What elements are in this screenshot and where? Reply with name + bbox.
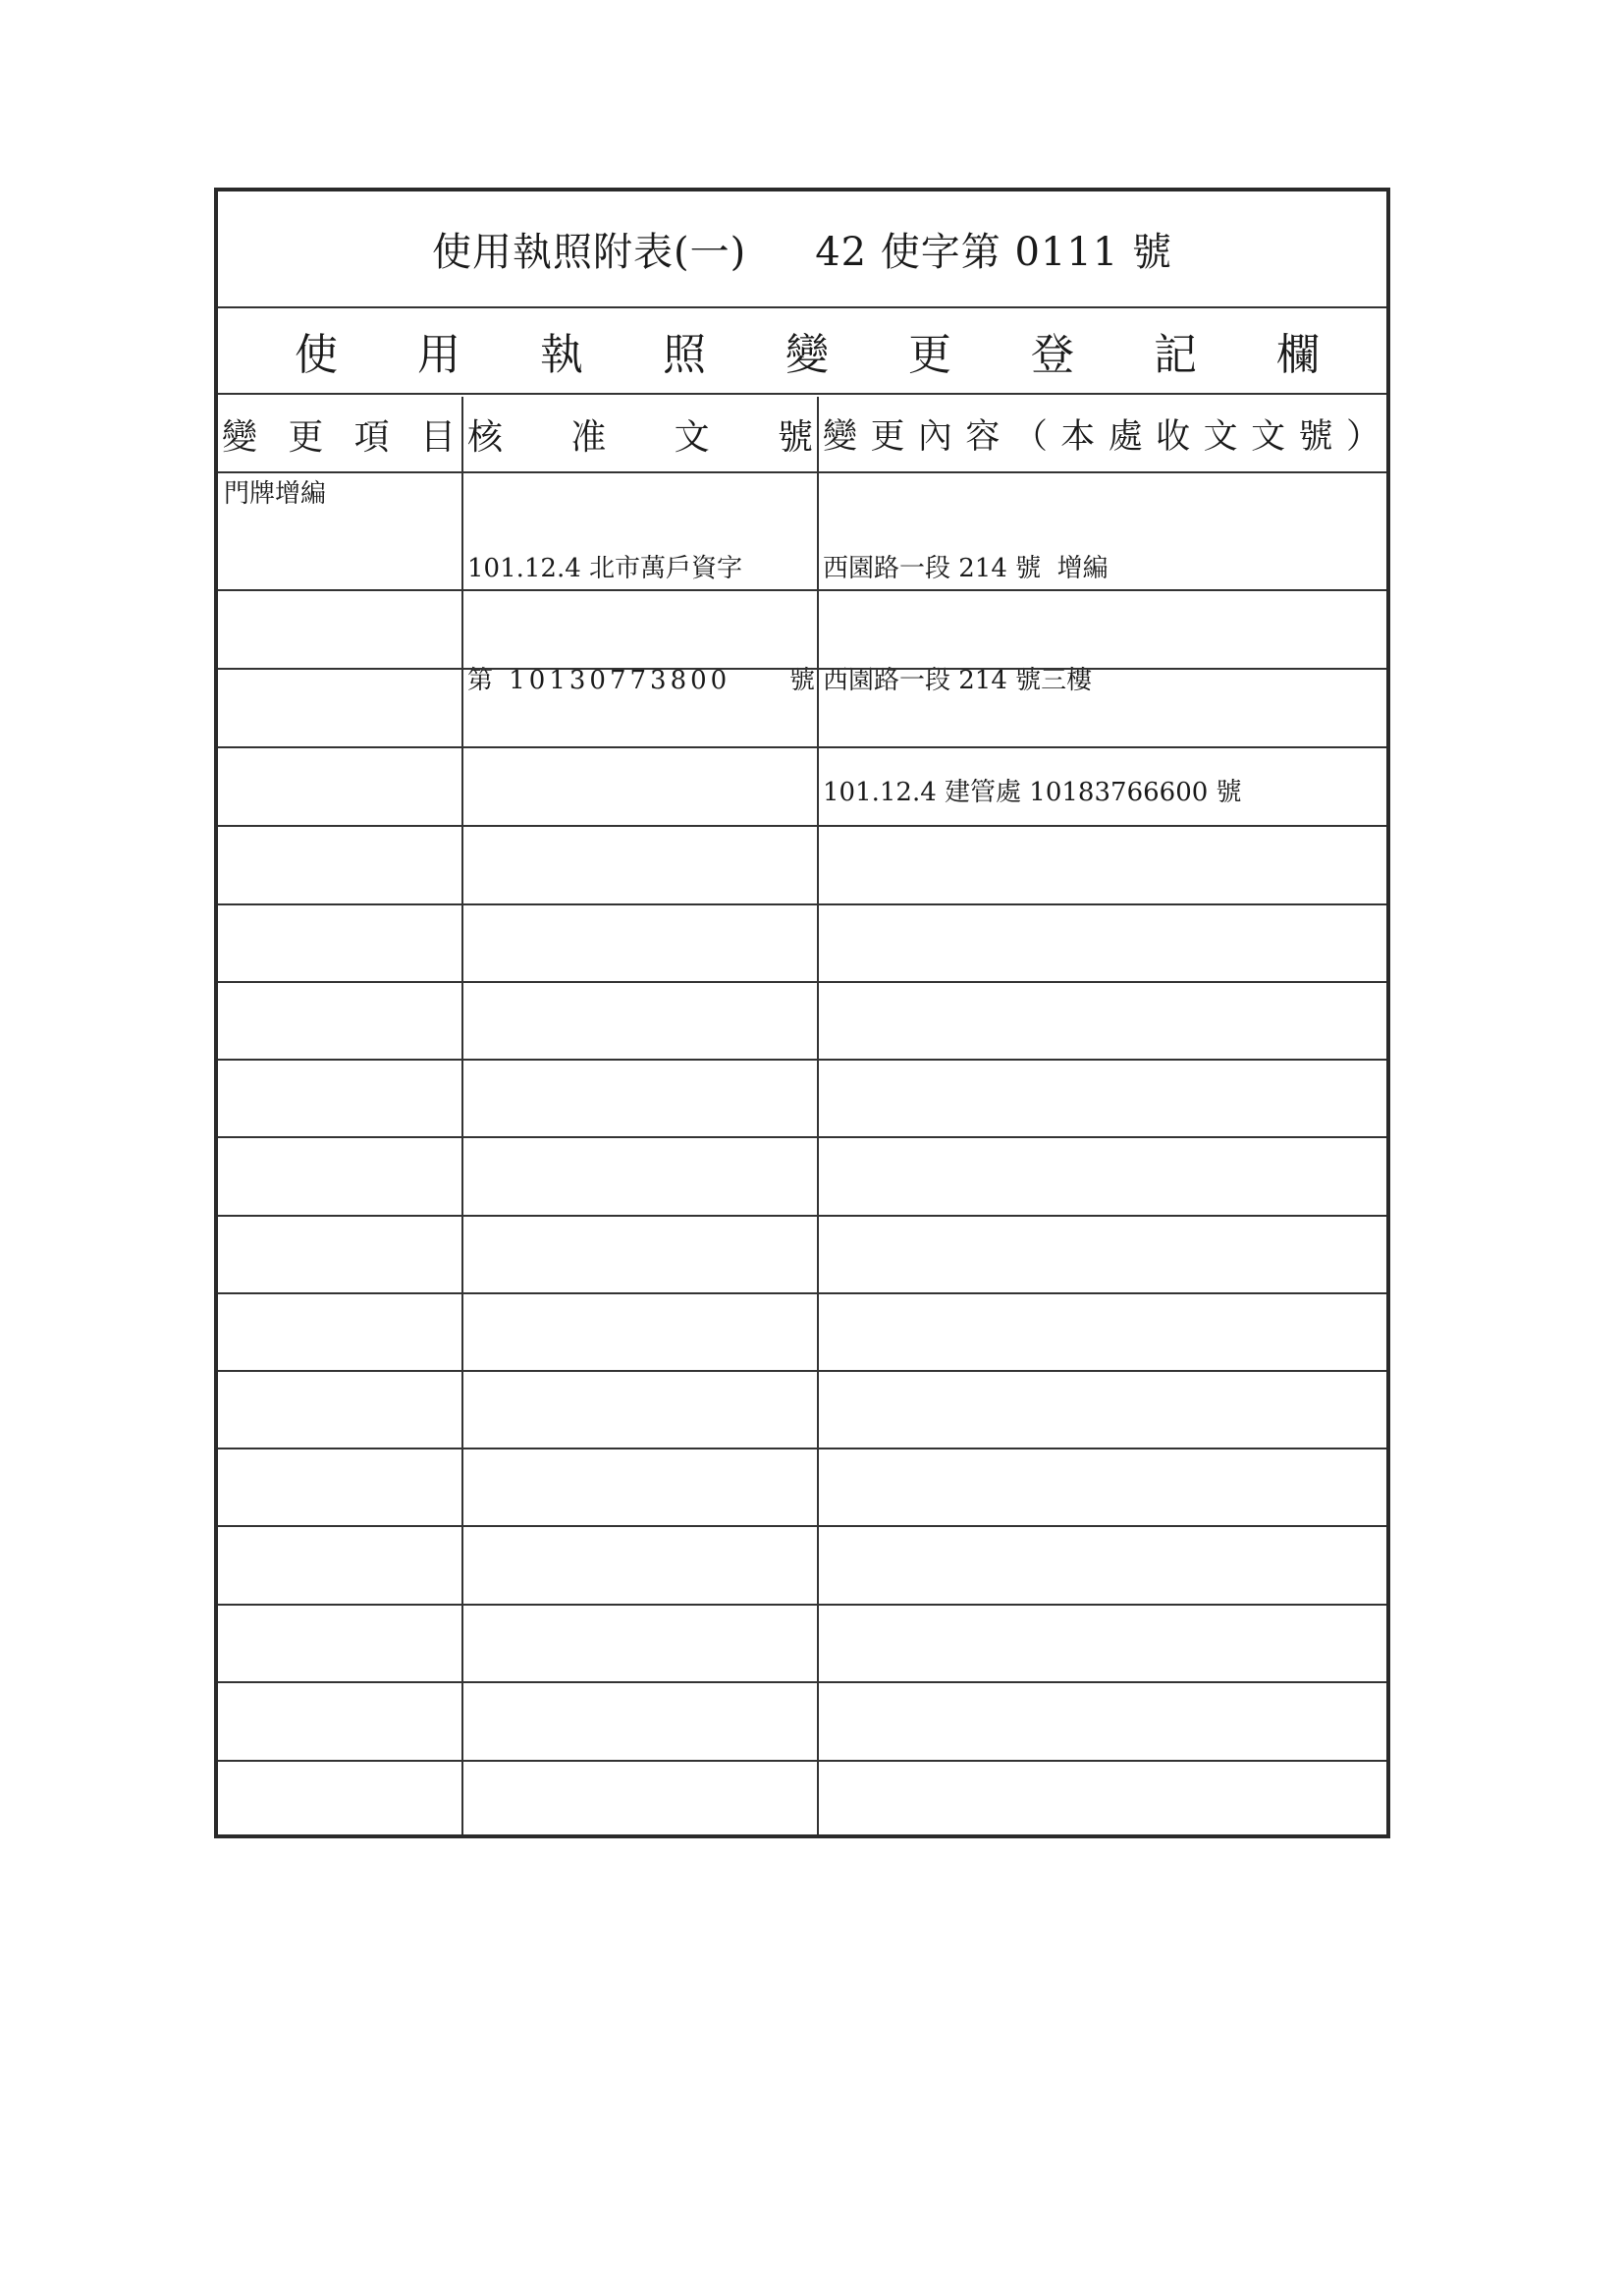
header-char: 容 bbox=[965, 417, 1001, 457]
form-title-name: 使用執照附表(一) bbox=[431, 230, 747, 275]
table-row bbox=[218, 748, 1386, 827]
content-line: 西園路一段 214 號 增編 bbox=[823, 554, 1109, 583]
table-row bbox=[218, 670, 1386, 748]
section-heading-char: 登 bbox=[1031, 330, 1074, 380]
change-item-cell: 門牌增編 bbox=[224, 479, 327, 509]
header-char: 核 bbox=[467, 416, 504, 458]
table-header-row bbox=[218, 397, 1386, 473]
header-char: 准 bbox=[570, 416, 607, 458]
header-approval-number bbox=[467, 397, 815, 471]
section-heading-char: 執 bbox=[540, 330, 583, 380]
header-char: 文 bbox=[1203, 417, 1238, 457]
header-char: 更 bbox=[870, 417, 905, 457]
table-row bbox=[218, 1294, 1386, 1372]
table-row bbox=[218, 1061, 1386, 1138]
section-heading-char: 欄 bbox=[1276, 330, 1320, 380]
section-heading-char: 照 bbox=[663, 330, 706, 380]
table-row bbox=[218, 1449, 1386, 1527]
section-heading-char: 使 bbox=[295, 330, 338, 380]
header-char: 號 bbox=[1298, 417, 1333, 457]
approval-doc-number: 第 10130773800 bbox=[467, 666, 731, 695]
table-row bbox=[218, 1527, 1386, 1606]
header-char: （ bbox=[1012, 417, 1048, 457]
table-row bbox=[218, 1138, 1386, 1217]
header-char: 項 bbox=[353, 416, 390, 458]
license-number: 42 使字第 0111 號 bbox=[815, 230, 1173, 275]
change-registration-form bbox=[214, 188, 1390, 1838]
header-char: 文 bbox=[1251, 417, 1286, 457]
content-line: 101.12.4 建管處 10183766600 號 bbox=[823, 778, 1242, 807]
header-change-content bbox=[823, 397, 1384, 471]
registration-table bbox=[218, 397, 1386, 1834]
table-row bbox=[218, 827, 1386, 905]
header-char: 本 bbox=[1060, 417, 1096, 457]
table-row bbox=[218, 1372, 1386, 1449]
header-char: 目 bbox=[419, 416, 456, 458]
table-row bbox=[218, 1762, 1386, 1838]
table-row bbox=[218, 1217, 1386, 1294]
table-row bbox=[218, 1683, 1386, 1762]
approval-line: 101.12.4 北市萬戶資字 bbox=[467, 554, 743, 583]
content-line: 西園路一段 214 號三樓 bbox=[823, 666, 1093, 695]
header-char: ） bbox=[1345, 417, 1380, 457]
section-heading-char: 更 bbox=[908, 330, 951, 380]
header-char: 文 bbox=[674, 416, 710, 458]
header-char: 變 bbox=[823, 417, 858, 457]
section-heading bbox=[218, 308, 1386, 395]
header-char: 號 bbox=[777, 416, 813, 458]
table-row bbox=[218, 591, 1386, 670]
table-row bbox=[218, 1606, 1386, 1683]
table-row bbox=[218, 983, 1386, 1061]
section-heading-char: 記 bbox=[1154, 330, 1197, 380]
header-char: 內 bbox=[917, 417, 952, 457]
header-char: 更 bbox=[288, 416, 324, 458]
header-change-item bbox=[222, 397, 458, 471]
header-char: 收 bbox=[1156, 417, 1191, 457]
form-title bbox=[218, 191, 1386, 308]
header-char: 處 bbox=[1108, 417, 1143, 457]
table-row bbox=[218, 473, 1386, 807]
section-heading-char: 變 bbox=[785, 330, 829, 380]
header-char: 變 bbox=[222, 416, 258, 458]
section-heading-char: 用 bbox=[417, 330, 460, 380]
table-row bbox=[218, 905, 1386, 983]
approval-doc-suffix: 號 bbox=[788, 666, 815, 695]
